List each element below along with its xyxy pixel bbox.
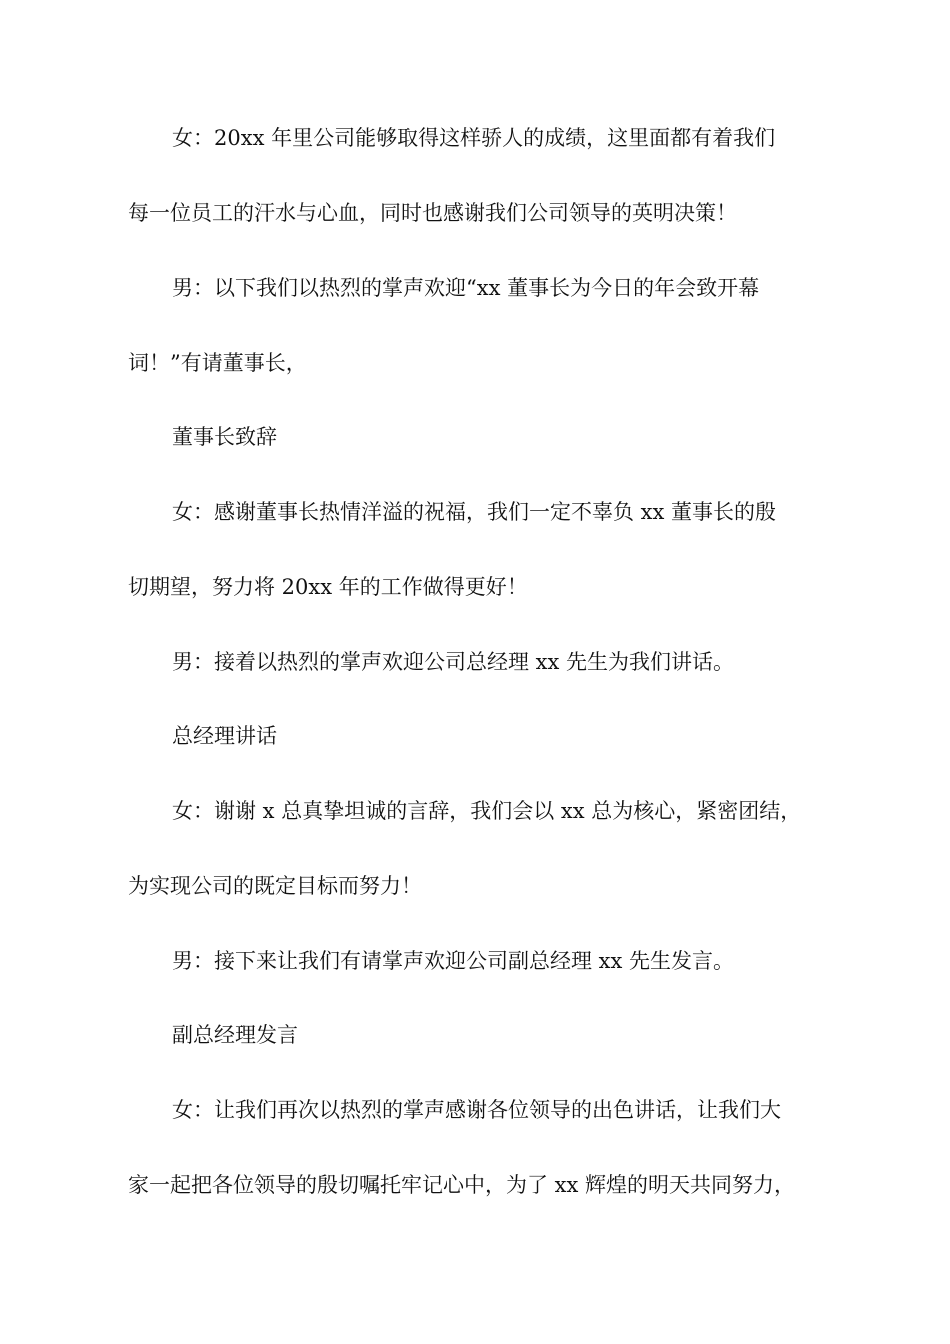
text-line-12: 男：接下来让我们有请掌声欢迎公司副总经理 xx 先生发言。 <box>172 949 735 973</box>
text-line-13: 副总经理发言 <box>172 1023 298 1047</box>
text-line-15: 家一起把各位领导的殷切嘱托牢记心中，为了 xx 辉煌的明天共同努力， <box>128 1173 796 1197</box>
text-line-7: 切期望，努力将 20xx 年的工作做得更好！ <box>128 575 528 599</box>
text-line-8: 男：接着以热烈的掌声欢迎公司总经理 xx 先生为我们讲话。 <box>172 650 735 674</box>
text-line-11: 为实现公司的既定目标而努力！ <box>128 874 422 898</box>
text-line-5: 董事长致辞 <box>172 425 277 449</box>
text-line-6: 女：感谢董事长热情洋溢的祝福，我们一定不辜负 xx 董事长的殷 <box>172 500 777 524</box>
text-line-3: 男：以下我们以热烈的掌声欢迎“xx 董事长为今日的年会致开幕 <box>172 276 760 300</box>
text-line-2: 每一位员工的汗水与心血，同时也感谢我们公司领导的英明决策！ <box>128 201 737 225</box>
text-line-9: 总经理讲话 <box>172 724 277 748</box>
text-line-10: 女：谢谢 x 总真挚坦诚的言辞，我们会以 xx 总为核心，紧密团结， <box>172 799 802 823</box>
text-line-4: 词！”有请董事长， <box>128 351 307 375</box>
text-line-1: 女：20xx 年里公司能够取得这样骄人的成绩，这里面都有着我们 <box>172 126 776 150</box>
text-line-14: 女：让我们再次以热烈的掌声感谢各位领导的出色讲话，让我们大 <box>172 1098 781 1122</box>
